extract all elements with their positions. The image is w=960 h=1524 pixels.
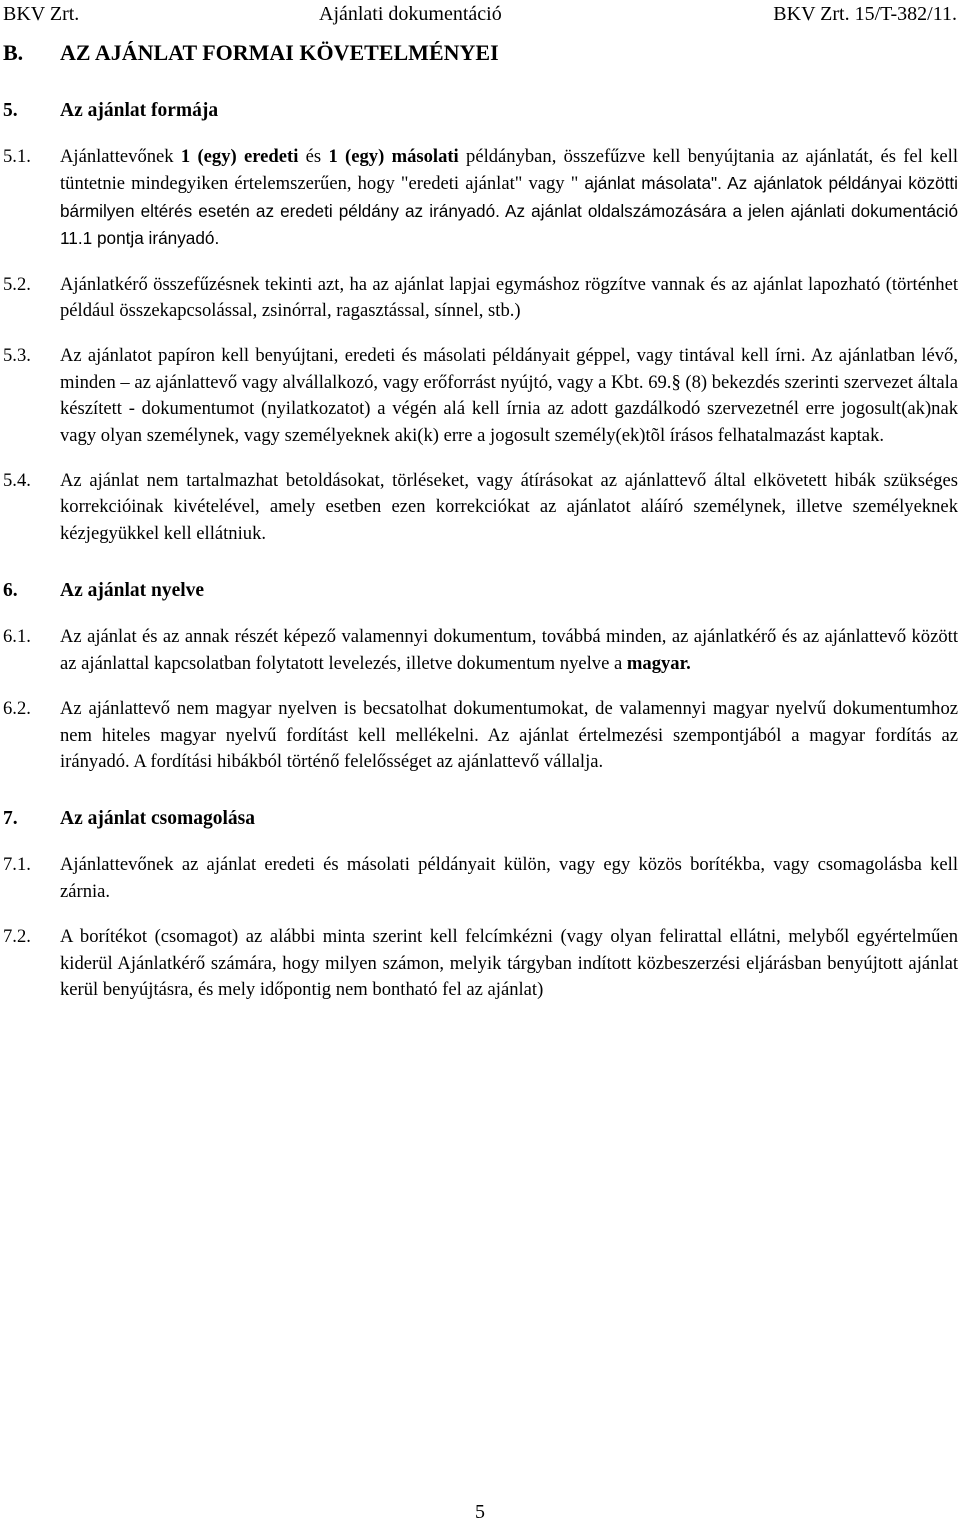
- paragraph: [3, 343, 958, 449]
- text-segment: Ajánlattevőnek: [60, 146, 181, 167]
- paragraph: [3, 852, 958, 905]
- emphasis-text: 1 (egy) eredeti: [180, 146, 299, 167]
- header-reference: BKV Zrt. 15/T-382/11.: [773, 3, 957, 25]
- page-footer: [0, 1500, 960, 1524]
- paragraph-number: 7.1.: [3, 854, 31, 876]
- text-segment: Az ajánlattevő nem magyar nyelven is becsatolhat dokumentumokat, de valamennyi magyar nyelvű dokumentumhoz nem hiteles magyar nyelvű fordítást kell mellékelni. Az ajánlat értelmezési szempontjából a magyar fordítás az irányadó. A fordítási hibákból történő felelősséget az ajánlattevő vállalja.: [60, 698, 958, 772]
- paragraph-number: 7.2.: [3, 926, 31, 948]
- paragraph: [3, 144, 958, 253]
- header-document-type: Ajánlati dokumentáció: [319, 3, 502, 25]
- section-title: [3, 578, 958, 604]
- paragraph-number: 5.3.: [3, 345, 31, 367]
- emphasis-text: 1 (egy) másolati: [328, 146, 459, 167]
- paragraph: [3, 272, 958, 325]
- page-header: [3, 0, 957, 28]
- paragraph-text: [60, 924, 958, 1003]
- section-spacer: [3, 566, 958, 578]
- text-segment: Ajánlattevőnek az ajánlat eredeti és másolati példányait külön, vagy egy közös borítékba, vagy csomagolásba kell zárnia.: [60, 854, 958, 902]
- paragraph-number: 6.1.: [3, 626, 31, 648]
- paragraph-text: [60, 468, 958, 547]
- section-title-text: Az ajánlat formája: [60, 100, 219, 121]
- section-title-text: Az ajánlat csomagolása: [60, 808, 255, 830]
- text-segment: Az ajánlat nem tartalmazhat betoldásokat, törléseket, vagy átírásokat az ajánlattevő által elkövetett hibák szükséges korrekcióinak kivételével, amely esetben ezen korrekciókat az ajánlatot aláíró személynek, illetve személyeknek kézjegyükkel kell ellátniuk.: [60, 470, 958, 544]
- chapter-title: [3, 38, 958, 68]
- paragraph: [3, 468, 958, 547]
- paragraph-text: [60, 852, 958, 905]
- emphasis-text: magyar.: [626, 652, 691, 674]
- chapter-number: B.: [3, 40, 24, 65]
- paragraph-number: 5.2.: [3, 273, 31, 295]
- paragraph: [3, 924, 958, 1003]
- paragraph: [3, 696, 958, 775]
- section-spacer: [3, 794, 958, 806]
- section-number: 5.: [3, 100, 18, 121]
- text-segment: példányban, összefűzve kell benyújtania az ajánlatát, és fel kell tüntetnie mindegyiken értelemszerűen, hogy "eredeti ajánlat" vagy ": [60, 146, 959, 195]
- paragraph-number: 5.1.: [3, 146, 31, 167]
- chapter-title-text: AZ AJÁNLAT FORMAI KÖVETELMÉNYEI: [60, 40, 499, 65]
- text-segment: Az ajánlatot papíron kell benyújtani, eredeti és másolati példányait géppel, vagy tintával kell írni. Az ajánlatban lévő, minden – az ajánlattevő vagy alvállalkozó, vagy erőforrást nyújtó, vagy a Kbt. 69.§ (8) bekezdés szerinti szervezet általa készített - dokumentumot (nyilatkozatot) a végén alá kell írnia az adott gazdálkodó szervezetnél erre jogosult(ak)nak vagy olyan személynek, vagy személyeknek aki(k) erre a jogosult személy(ek)tõl írásos felhatalmazást kaptak.: [60, 345, 958, 446]
- header-company: BKV Zrt.: [3, 3, 80, 25]
- text-segment: Ajánlatkérő összefűzésnek tekinti azt, ha az ajánlat lapjai egymáshoz rögzítve vannak és az ajánlat lapozható (történhet például összekapcsolással, zsinórral, ragasztással, sínnel, stb.): [60, 273, 958, 322]
- text-segment: Az ajánlat és az annak részét képező valamennyi dokumentum, továbbá minden, az ajánlatkérő és az ajánlattevő között az ajánlattal kapcsolatban folytatott levelezés, illetve dokumentum nyelve a: [60, 626, 958, 674]
- sections: [3, 98, 958, 1003]
- paragraph-text: [60, 624, 958, 677]
- paragraph-number: 5.4.: [3, 470, 31, 492]
- document-body: [3, 38, 958, 1022]
- paragraph-text: [60, 343, 958, 449]
- paragraph-text: [60, 272, 958, 325]
- section-number: 7.: [3, 808, 18, 830]
- section-title: [3, 806, 958, 832]
- paragraph: [3, 624, 958, 677]
- section-number: 6.: [3, 580, 18, 602]
- paragraph-text: [60, 144, 958, 253]
- text-segment: és: [298, 146, 329, 167]
- paragraph-number: 6.2.: [3, 698, 31, 720]
- section-title-text: Az ajánlat nyelve: [60, 580, 205, 602]
- text-segment: A borítékot (csomagot) az alábbi minta szerint kell felcímkézni (vagy olyan felirattal ellátni, melyből egyértelműen kiderül Ajánlatkérő számára, hogy milyen számon, melyik tárgyban indított közbeszerzési eljárásban benyújtott ajánlat kerül benyújtásra, és mely időpontig nem bontható fel az ajánlat): [60, 926, 958, 1000]
- section-title: [3, 98, 958, 124]
- text-segment: ajánlat másolata". Az ajánlatok példányai közötti bármilyen eltérés esetén az eredeti példány az irányadó. Az ajánlat oldalszámozására a jelen ajánlati dokumentáció 11.1 pontja irányadó.: [60, 173, 958, 249]
- page-number: 5: [475, 1501, 485, 1523]
- paragraph-text: [60, 696, 958, 775]
